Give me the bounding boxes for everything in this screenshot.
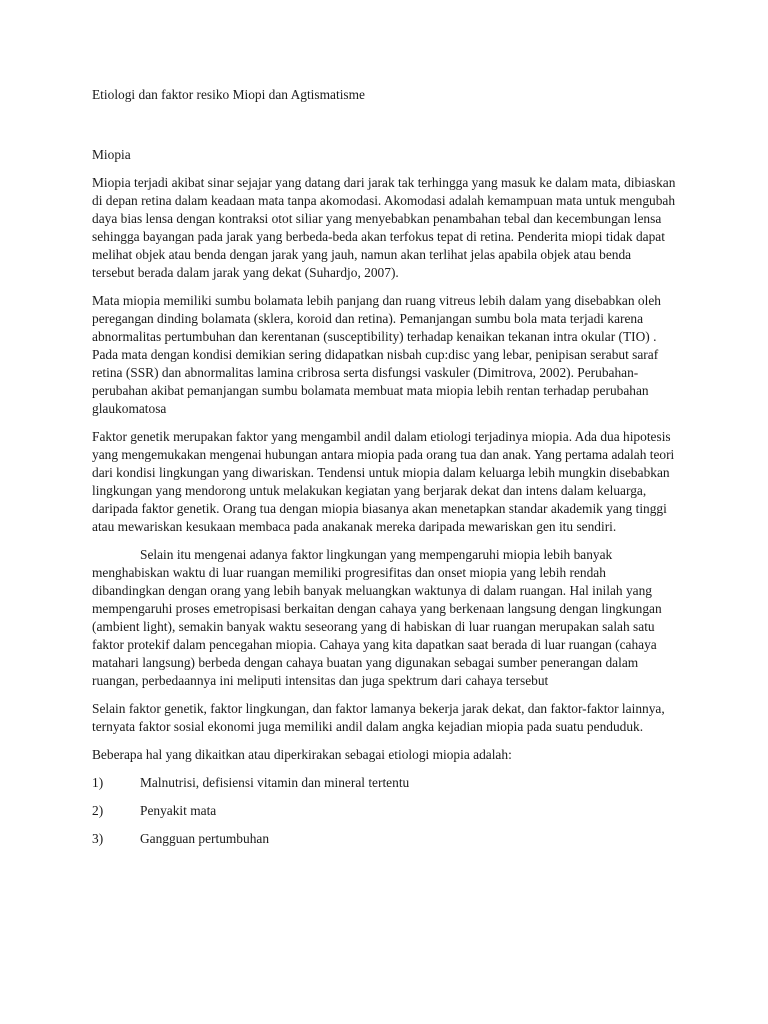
paragraph-socioeconomic-factor: Selain faktor genetik, faktor lingkungan, dan faktor lamanya bekerja jarak dekat, dan faktor-faktor lainnya, ternyata faktor sosial ekonomi juga memiliki andil dalam angka kejadian miopia pada suatu penduduk.: [92, 701, 665, 734]
paragraph-environment-factor: Selain itu mengenai adanya faktor lingkungan yang mempengaruhi miopia lebih banyak menghabiskan waktu di luar ruangan memiliki progresifitas dan onset miopia yang lebih rendah dibandingkan dengan orang yang lebih banyak meluangkan waktunya di dalam ruangan. Hal inilah yang mempengaruhi proses emetropisasi berkaitan dengan cahaya yang berkenaan langsung dengan lingkungan (ambient light), semakin banyak waktu seseorang yang di habiskan di luar ruangan merupakan salah satu faktor protekif dalam pencegahan miopia. Cahaya yang kita dapatkan saat berada di luar ruangan (cahaya matahari langsung) berbeda dengan cahaya buatan yang digunakan sebagai sumber penerangan dalam ruangan, perbedaannya ini meliputi intensitas dan juga spektrum dari cahaya tersebut: [92, 547, 662, 688]
list-item-number: 3): [92, 831, 104, 846]
list-item-number: 2): [92, 803, 104, 818]
paragraph-genetic-factor: Faktor genetik merupakan faktor yang mengambil andil dalam etiologi terjadinya miopia. Ada dua hipotesis yang mengemukakan mengenai hubungan antara miopia pada orang tua dan anak. Yang pertama adalah teori dari kondisi lingkungan yang diwariskan. Tendensi untuk miopia dalam keluarga lebih mungkin disebabkan lingkungan yang mendorong untuk melakukan kegiatan yang berjarak dekat dan intens dalam keluarga, daripada faktor genetik. Orang tua dengan miopia biasanya akan menetapkan standar akademik yang tinggi atau mewariskan kesukaan membaca pada anakanak mereka daripada mewariskan gen itu sendiri.: [92, 429, 675, 534]
etiology-list: [92, 774, 676, 848]
list-item-text: Gangguan pertumbuhan: [140, 831, 270, 846]
list-item-number: 1): [92, 775, 104, 790]
list-item: [92, 802, 676, 820]
section-heading: Miopia: [92, 147, 131, 162]
list-item-text: Penyakit mata: [140, 803, 217, 818]
list-item-text: Malnutrisi, defisiensi vitamin dan mineral tertentu: [140, 775, 410, 790]
list-item: [92, 774, 676, 792]
paragraph-axial-length: Mata miopia memiliki sumbu bolamata lebih panjang dan ruang vitreus lebih dalam yang disebabkan oleh peregangan dinding bolamata (sklera, koroid dan retina). Pemanjangan sumbu bola mata terjadi karena abnormalitas pertumbuhan dan kerentanan (susceptibility) terhadap kenaikan tekanan intra okular (TIO) . Pada mata dengan kondisi demikian sering didapatkan nisbah cup:disc yang lebar, penipisan serabut saraf retina (SSR) dan abnormalitas lamina cribrosa serta disfungsi vaskuler (Dimitrova, 2002). Perubahan-perubahan akibat pemanjangan sumbu bolamata membuat mata miopia lebih rentan terhadap perubahan glaukomatosa: [92, 293, 661, 416]
document-title: Etiologi dan faktor resiko Miopi dan Agtismatisme: [92, 87, 365, 102]
list-item: [92, 830, 676, 848]
paragraph-definition: Miopia terjadi akibat sinar sejajar yang datang dari jarak tak terhingga yang masuk ke dalam mata, dibiaskan di depan retina dalam keadaan mata tanpa akomodasi. Akomodasi adalah kemampuan mata untuk mengubah daya bias lensa dengan kontraksi otot siliar yang menyebabkan penambahan tebal dan kecembungan lensa sehingga bayangan pada jarak yang berbeda-beda akan terfokus tepat di retina. Penderita miopi tidak dapat melihat objek atau benda dengan jarak yang jauh, namun akan terlihat jelas apabila objek atau benda tersebut berada dalam jarak yang dekat (Suhardjo, 2007).: [92, 175, 676, 280]
paragraph-list-intro: Beberapa hal yang dikaitkan atau diperkirakan sebagai etiologi miopia adalah:: [92, 747, 512, 762]
